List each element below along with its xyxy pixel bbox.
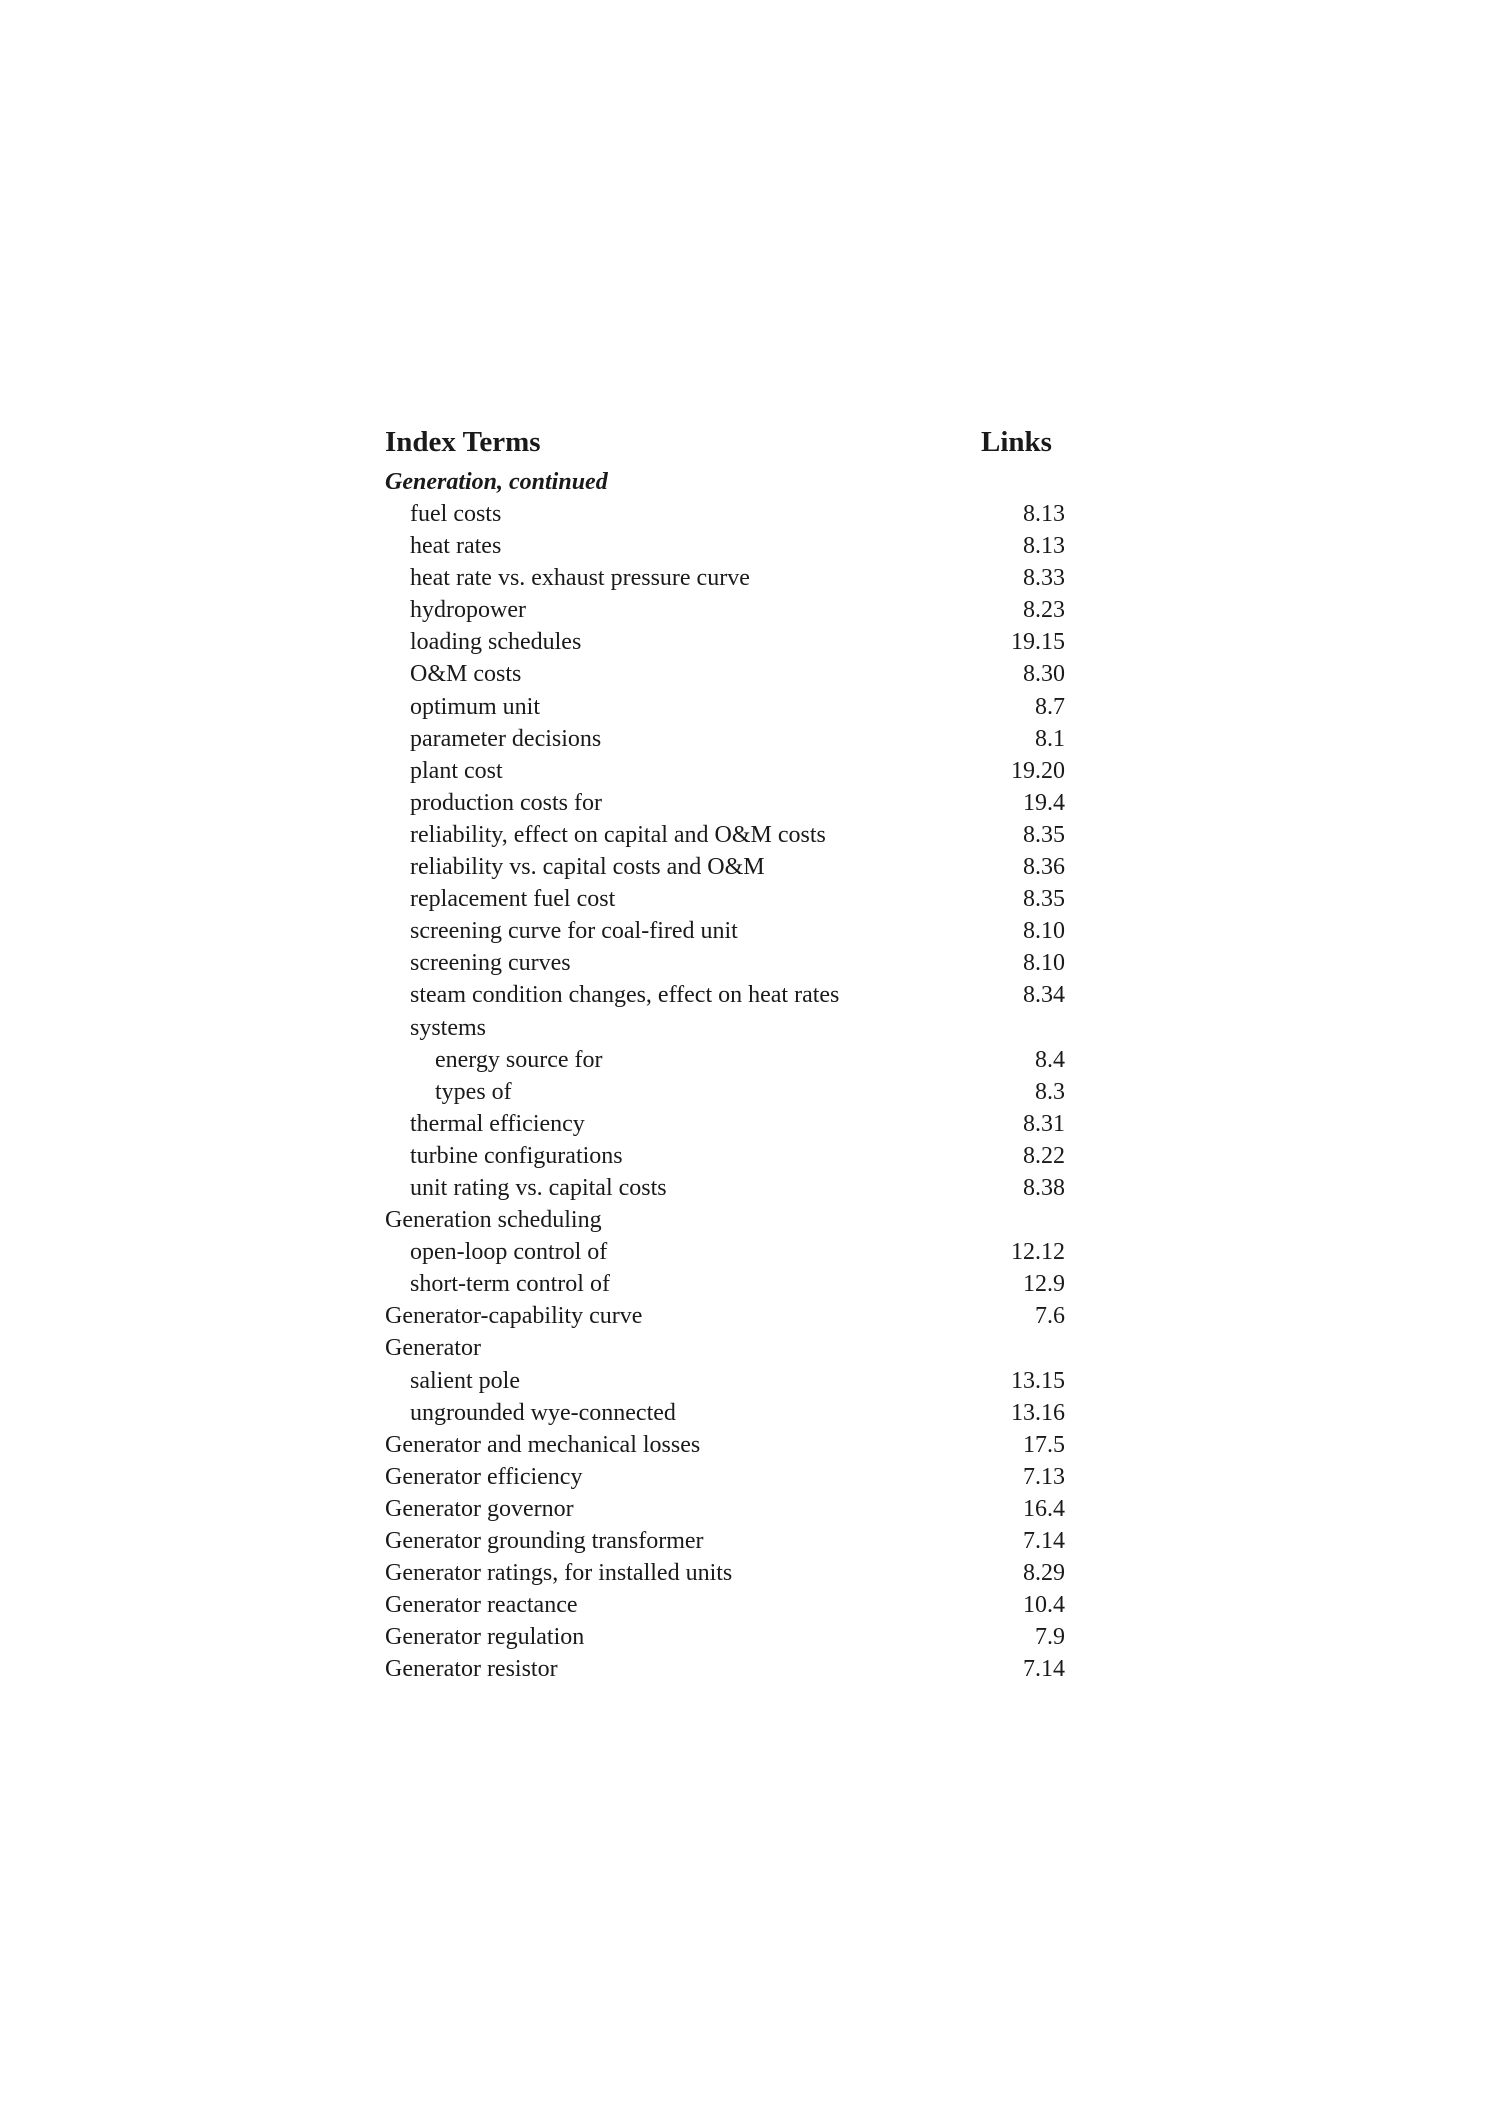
index-entry-term: screening curve for coal-fired unit bbox=[410, 918, 738, 945]
index-entry-term: fuel costs bbox=[410, 501, 502, 527]
index-entry-link: 7.13 bbox=[1023, 1463, 1065, 1490]
index-entry bbox=[385, 979, 1065, 1011]
index-entry bbox=[385, 1397, 1065, 1429]
index-entry bbox=[385, 1365, 1065, 1397]
index-entry-term: loading schedules bbox=[410, 629, 582, 656]
index-entry-term: salient pole bbox=[410, 1367, 520, 1394]
index-entry-term: Generator and mechanical losses bbox=[385, 1431, 701, 1458]
index-entry bbox=[385, 819, 1065, 851]
index-entry bbox=[385, 691, 1065, 723]
index-entry-term: Generator-capability curve bbox=[385, 1303, 643, 1330]
index-entry-term: unit rating vs. capital costs bbox=[410, 1174, 667, 1201]
index-entry-link: 8.38 bbox=[1023, 1174, 1065, 1201]
index-entry-term: open-loop control of bbox=[410, 1239, 608, 1266]
index-entry-term: production costs for bbox=[410, 789, 602, 816]
index-entry-link: 8.10 bbox=[1023, 918, 1065, 945]
index-entry-link: 7.14 bbox=[1023, 1528, 1065, 1554]
index-entry-term: optimum unit bbox=[410, 693, 541, 720]
section-heading: Generation, continued bbox=[385, 469, 608, 495]
index-entry-link: 19.4 bbox=[1023, 789, 1065, 816]
index-entry bbox=[385, 1525, 1065, 1557]
index-entry-term: types of bbox=[435, 1078, 512, 1105]
index-entry-term: screening curves bbox=[410, 950, 571, 977]
index-entry bbox=[385, 1236, 1065, 1268]
index-entry bbox=[385, 1653, 1065, 1685]
index-entry bbox=[385, 883, 1065, 915]
index-entry-term: Generator efficiency bbox=[385, 1463, 583, 1490]
index-entry-link: 8.7 bbox=[1035, 693, 1065, 720]
index-entry bbox=[385, 723, 1065, 755]
index-entry-term: Generator resistor bbox=[385, 1656, 558, 1683]
index-entry-term: hydropower bbox=[410, 597, 526, 624]
index-entry bbox=[385, 1429, 1065, 1461]
index-entry-link: 12.9 bbox=[1023, 1271, 1065, 1298]
index-entry-link: 13.15 bbox=[1011, 1367, 1065, 1394]
index-entry-term: Generator regulation bbox=[385, 1624, 585, 1651]
index-entry-link: 8.3 bbox=[1035, 1078, 1065, 1105]
index-entry-link: 8.35 bbox=[1023, 886, 1065, 913]
index-entry bbox=[385, 1589, 1065, 1621]
index-entry-link: 16.4 bbox=[1023, 1495, 1065, 1522]
index-entry bbox=[385, 1557, 1065, 1589]
index-entry-term: heat rates bbox=[410, 533, 502, 560]
index-entry-term: Generator bbox=[385, 1335, 481, 1362]
index-entry-link: 8.22 bbox=[1023, 1142, 1065, 1169]
index-entry-link: 19.20 bbox=[1011, 757, 1065, 784]
index-entry bbox=[385, 1108, 1065, 1140]
index-entry-term: plant cost bbox=[410, 757, 503, 784]
index-entry-term: replacement fuel cost bbox=[410, 886, 616, 913]
index-entry bbox=[385, 658, 1065, 690]
index-entry-term: O&M costs bbox=[410, 661, 522, 688]
index-entry-term: thermal efficiency bbox=[410, 1110, 585, 1137]
index-entry bbox=[385, 1621, 1065, 1653]
index-entry-link: 8.34 bbox=[1023, 982, 1065, 1009]
index-entry bbox=[385, 947, 1065, 979]
index-terms-heading: Index Terms bbox=[385, 426, 541, 458]
index-entry bbox=[385, 1076, 1065, 1108]
index-entry-link: 7.9 bbox=[1035, 1624, 1065, 1651]
index-entry-term: Generator grounding transformer bbox=[385, 1528, 704, 1554]
index-entry bbox=[385, 851, 1065, 883]
index-entry-link: 8.13 bbox=[1023, 501, 1065, 527]
index-entry bbox=[385, 755, 1065, 787]
index-entry-term: Generation scheduling bbox=[385, 1207, 602, 1234]
index-entry-term: short-term control of bbox=[410, 1271, 610, 1298]
index-entry-term: ungrounded wye-connected bbox=[410, 1399, 676, 1426]
index-header bbox=[385, 420, 1065, 466]
index-entry bbox=[385, 915, 1065, 947]
index-entry-term: energy source for bbox=[435, 1046, 603, 1073]
index-entry-term: Generator reactance bbox=[385, 1592, 578, 1619]
index-entry bbox=[385, 1300, 1065, 1332]
index-entry-term: heat rate vs. exhaust pressure curve bbox=[410, 565, 750, 592]
index-entry-link: 8.1 bbox=[1035, 725, 1065, 752]
index-entry-term: systems bbox=[410, 1014, 487, 1041]
index-entry-term: Generator governor bbox=[385, 1495, 574, 1522]
index-entry-link: 17.5 bbox=[1023, 1431, 1065, 1458]
index-entry-term: Generator ratings, for installed units bbox=[385, 1560, 733, 1587]
index-entry-link: 8.36 bbox=[1023, 854, 1065, 881]
index-entry bbox=[385, 498, 1065, 530]
index-entries bbox=[385, 498, 1065, 1685]
index-entry-link: 19.15 bbox=[1011, 629, 1065, 656]
index-entry-link: 8.23 bbox=[1023, 597, 1065, 624]
index-entry bbox=[385, 1204, 1065, 1236]
index-entry bbox=[385, 787, 1065, 819]
index-entry-link: 8.4 bbox=[1035, 1046, 1065, 1073]
index-entry-link: 8.35 bbox=[1023, 821, 1065, 848]
index-entry-link: 13.16 bbox=[1011, 1399, 1065, 1426]
index-entry-term: steam condition changes, effect on heat rates bbox=[410, 982, 840, 1009]
index-entry-link: 8.31 bbox=[1023, 1110, 1065, 1137]
index-entry bbox=[385, 1012, 1065, 1044]
index-entry bbox=[385, 562, 1065, 594]
index-entry bbox=[385, 1268, 1065, 1300]
index-entry bbox=[385, 530, 1065, 562]
index-entry-term: reliability, effect on capital and O&M costs bbox=[410, 821, 826, 848]
index-block bbox=[385, 420, 1065, 1685]
index-entry-link: 8.30 bbox=[1023, 661, 1065, 688]
index-entry bbox=[385, 1172, 1065, 1204]
index-entry-link: 10.4 bbox=[1023, 1592, 1065, 1619]
index-entry bbox=[385, 1493, 1065, 1525]
index-entry-link: 12.12 bbox=[1011, 1239, 1065, 1266]
index-entry-link: 8.33 bbox=[1023, 565, 1065, 592]
index-entry-link: 8.13 bbox=[1023, 533, 1065, 560]
index-entry-link: 7.6 bbox=[1035, 1303, 1065, 1330]
index-entry-term: parameter decisions bbox=[410, 725, 602, 752]
index-entry bbox=[385, 1044, 1065, 1076]
index-entry bbox=[385, 1140, 1065, 1172]
index-entry bbox=[385, 626, 1065, 658]
index-entry-term: turbine configurations bbox=[410, 1142, 623, 1169]
index-entry-term: reliability vs. capital costs and O&M bbox=[410, 854, 765, 881]
index-entry-link: 8.29 bbox=[1023, 1560, 1065, 1587]
links-heading: Links bbox=[981, 426, 1052, 458]
index-entry bbox=[385, 594, 1065, 626]
index-entry bbox=[385, 1332, 1065, 1364]
index-entry-link: 7.14 bbox=[1023, 1656, 1065, 1683]
index-entry-link: 8.10 bbox=[1023, 950, 1065, 977]
index-entry bbox=[385, 1461, 1065, 1493]
